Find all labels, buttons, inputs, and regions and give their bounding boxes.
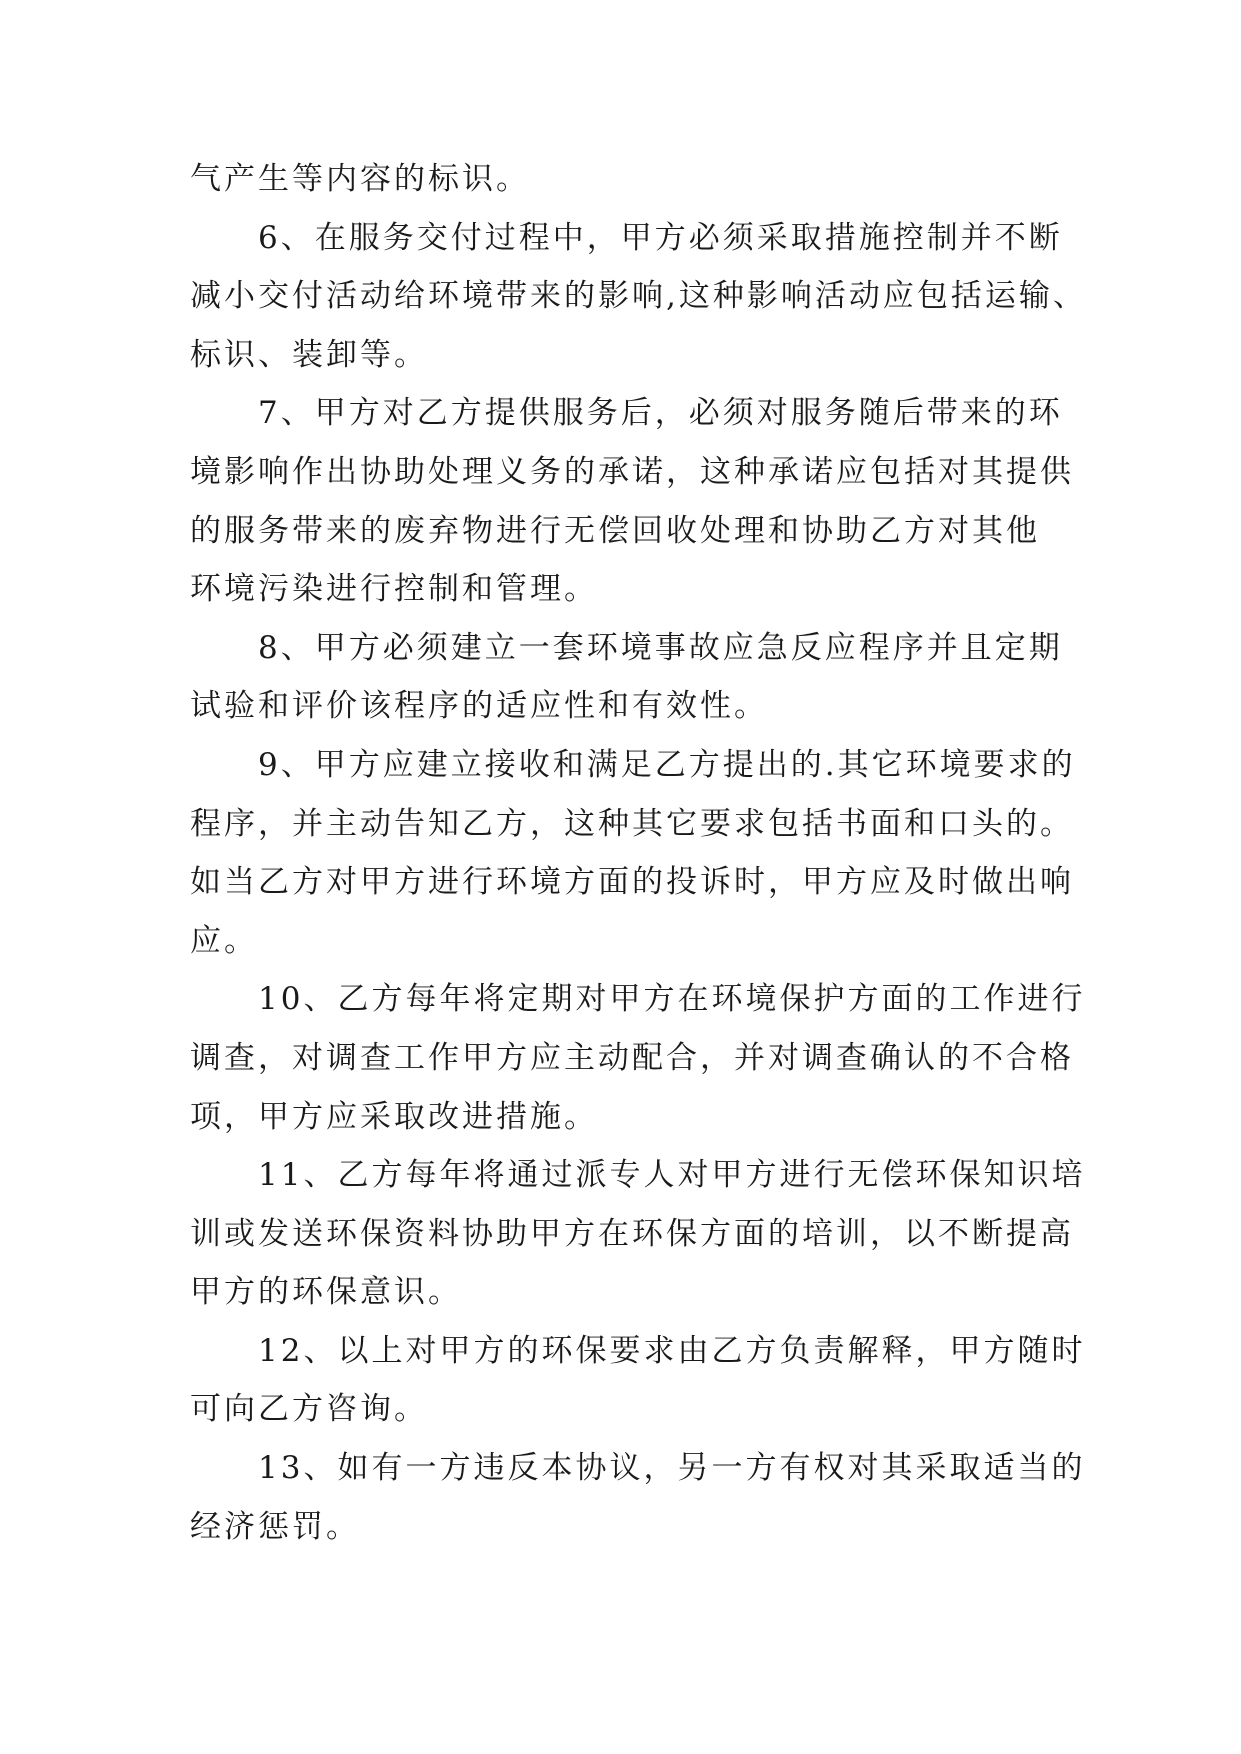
text-line: 11、乙方每年将通过派专人对甲方进行无偿环保知识培 [258, 1157, 1086, 1194]
paragraph-item-7 [190, 384, 1100, 618]
paragraph-item-11 [190, 1146, 1100, 1322]
text-line: 标识、装卸等。 [190, 336, 428, 373]
text-line: 项，甲方应采取改进措施。 [190, 1098, 598, 1135]
text-line: 的服务带来的废弃物进行无偿回收处理和协助乙方对其他 [190, 512, 1040, 549]
paragraph-continuation [190, 150, 1100, 209]
text-line: 环境污染进行控制和管理。 [190, 571, 598, 608]
text-line: 境影响作出协助处理义务的承诺，这种承诺应包括对其提供 [190, 453, 1074, 490]
text-line: 10、乙方每年将定期对甲方在环境保护方面的工作进行 [258, 981, 1086, 1018]
text-line: 13、如有一方违反本协议，另一方有权对其采取适当的 [258, 1450, 1086, 1487]
text-line: 试验和评价该程序的适应性和有效性。 [190, 688, 768, 725]
text-line: 减小交付活动给环境带来的影响,这种影响活动应包括运输、 [190, 278, 1087, 315]
text-line: 调查，对调查工作甲方应主动配合，并对调查确认的不合格 [190, 1039, 1074, 1076]
text-line: 经济惩罚。 [190, 1508, 360, 1545]
text-line: 训或发送环保资料协助甲方在环保方面的培训，以不断提高 [190, 1215, 1074, 1252]
text-line: 可向乙方咨询。 [190, 1391, 428, 1428]
text-line: 甲方的环保意识。 [190, 1274, 462, 1311]
text-line: 8、甲方必须建立一套环境事故应急反应程序并且定期 [258, 629, 1063, 666]
text-line: 应。 [190, 922, 258, 959]
text-line: 12、以上对甲方的环保要求由乙方负责解释，甲方随时 [258, 1332, 1086, 1369]
paragraph-item-8 [190, 619, 1100, 736]
text-line: 气产生等内容的标识。 [190, 161, 530, 197]
paragraph-item-10 [190, 970, 1100, 1146]
text-line: 程序，并主动告知乙方，这种其它要求包括书面和口头的。 [190, 805, 1074, 842]
paragraph-item-13 [190, 1439, 1100, 1556]
paragraph-item-12 [190, 1322, 1100, 1439]
text-line: 6、在服务交付过程中，甲方必须采取措施控制并不断 [258, 219, 1063, 256]
text-line: 9、甲方应建立接收和满足乙方提出的.其它环境要求的 [258, 746, 1076, 783]
paragraph-item-6 [190, 209, 1100, 385]
text-line: 7、甲方对乙方提供服务后，必须对服务随后带来的环 [258, 395, 1063, 432]
paragraph-item-9 [190, 736, 1100, 970]
text-line: 如当乙方对甲方进行环境方面的投诉时，甲方应及时做出响 [190, 864, 1074, 901]
document-body [190, 150, 1100, 1556]
